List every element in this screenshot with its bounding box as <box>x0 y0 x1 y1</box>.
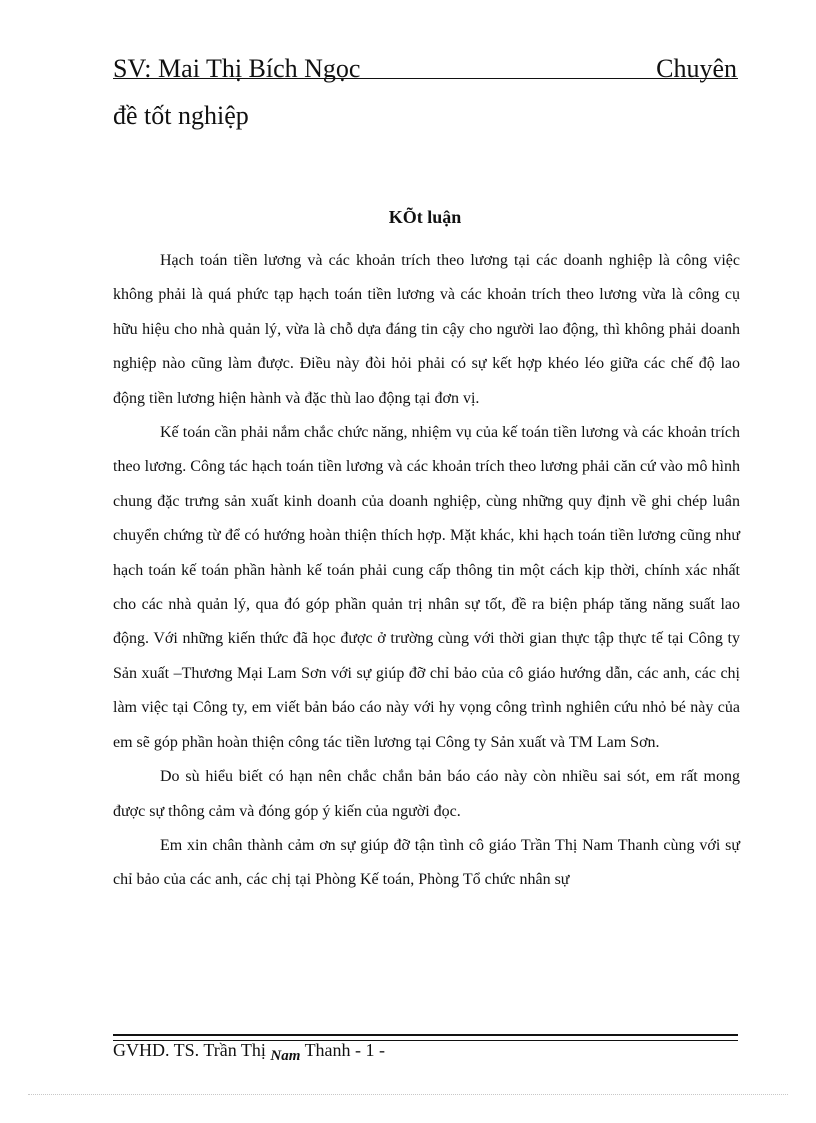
footer-supervisor-prefix: GVHD. TS. Trần Thị <box>113 1040 266 1060</box>
header-student-name: SV: Mai Thị Bích Ngọc <box>113 54 361 83</box>
footer-page-number: - 1 - <box>355 1040 386 1060</box>
page-bottom-dotted-line <box>28 1094 788 1095</box>
header-doc-type-continued: đề tốt nghiệp <box>113 101 249 130</box>
page-header <box>113 54 737 84</box>
footer-rule-thick <box>113 1034 738 1036</box>
page-footer <box>113 1038 385 1064</box>
header-doc-type: Chuyên <box>656 54 737 83</box>
paragraph-2: Kế toán cần phải nắm chắc chức năng, nhiệm vụ của kế toán tiền lương và các khoản trích theo lương. Công tác hạch toán tiền lương và các khoản trích theo lương phải căn cứ vào mô hình chung đặc trưng sản xuất kinh doanh của doanh nghiệp, cùng những quy định về ghi chép luân chuyển chứng từ để có hướng hoàn thiện thích hợp. Mặt khác, khi hạch toán tiền lương cũng như hạch toán kế toán phần hành kế toán phải cung cấp thông tin một cách kịp thời, chính xác nhất cho các nhà quản lý, qua đó góp phần quản trị nhân sự tốt, đề ra biện pháp tăng năng suất lao động. Với những kiến thức đã học được ở trường cùng với thời gian thực tập thực tế tại Công ty Sản xuất –Thương Mại Lam Sơn với sự giúp đỡ chỉ bảo của cô giáo hướng dẫn, các anh, các chị làm việc tại Công ty, em viết bản báo cáo này với hy vọng công trình nghiên cứu nhỏ bé này của em sẽ góp phần hoàn thiện công tác tiền lương tại Công ty Sản xuất và TM Lam Sơn. <box>113 424 740 751</box>
footer-supervisor-script: Nam <box>270 1048 301 1064</box>
paragraph-1: Hạch toán tiền lương và các khoản trích theo lương tại các doanh nghiệp là công việc không phải là quá phức tạp hạch toán tiền lương và các khoản trích theo lương vừa là công cụ hữu hiệu cho nhà quản lý, vừa là chỗ dựa đáng tin cậy cho người lao động, thì không phải doanh nghiệp nào cũng làm được. Điều này đòi hỏi phải có sự kết hợp khéo léo giữa các chế độ lao động tiền lương hiện hành và đặc thù lao động tại đơn vị. <box>113 252 740 407</box>
footer-supervisor-suffix: Thanh <box>304 1040 351 1060</box>
header-underline <box>113 78 738 79</box>
paragraph-4: Em xin chân thành cảm ơn sự giúp đỡ tận tình cô giáo Trần Thị Nam Thanh cùng với sự chỉ bảo của các anh, các chị tại Phòng Kế toán, Phòng Tổ chức nhân sự <box>113 836 740 889</box>
paragraph-3: Do sù hiểu biết có hạn nên chắc chắn bản báo cáo này còn nhiều sai sót, em rất mong được sự thông cảm và đóng góp ý kiến của người đọc. <box>113 768 740 820</box>
body-text <box>113 244 740 898</box>
section-title: KÕt luận <box>388 207 462 227</box>
